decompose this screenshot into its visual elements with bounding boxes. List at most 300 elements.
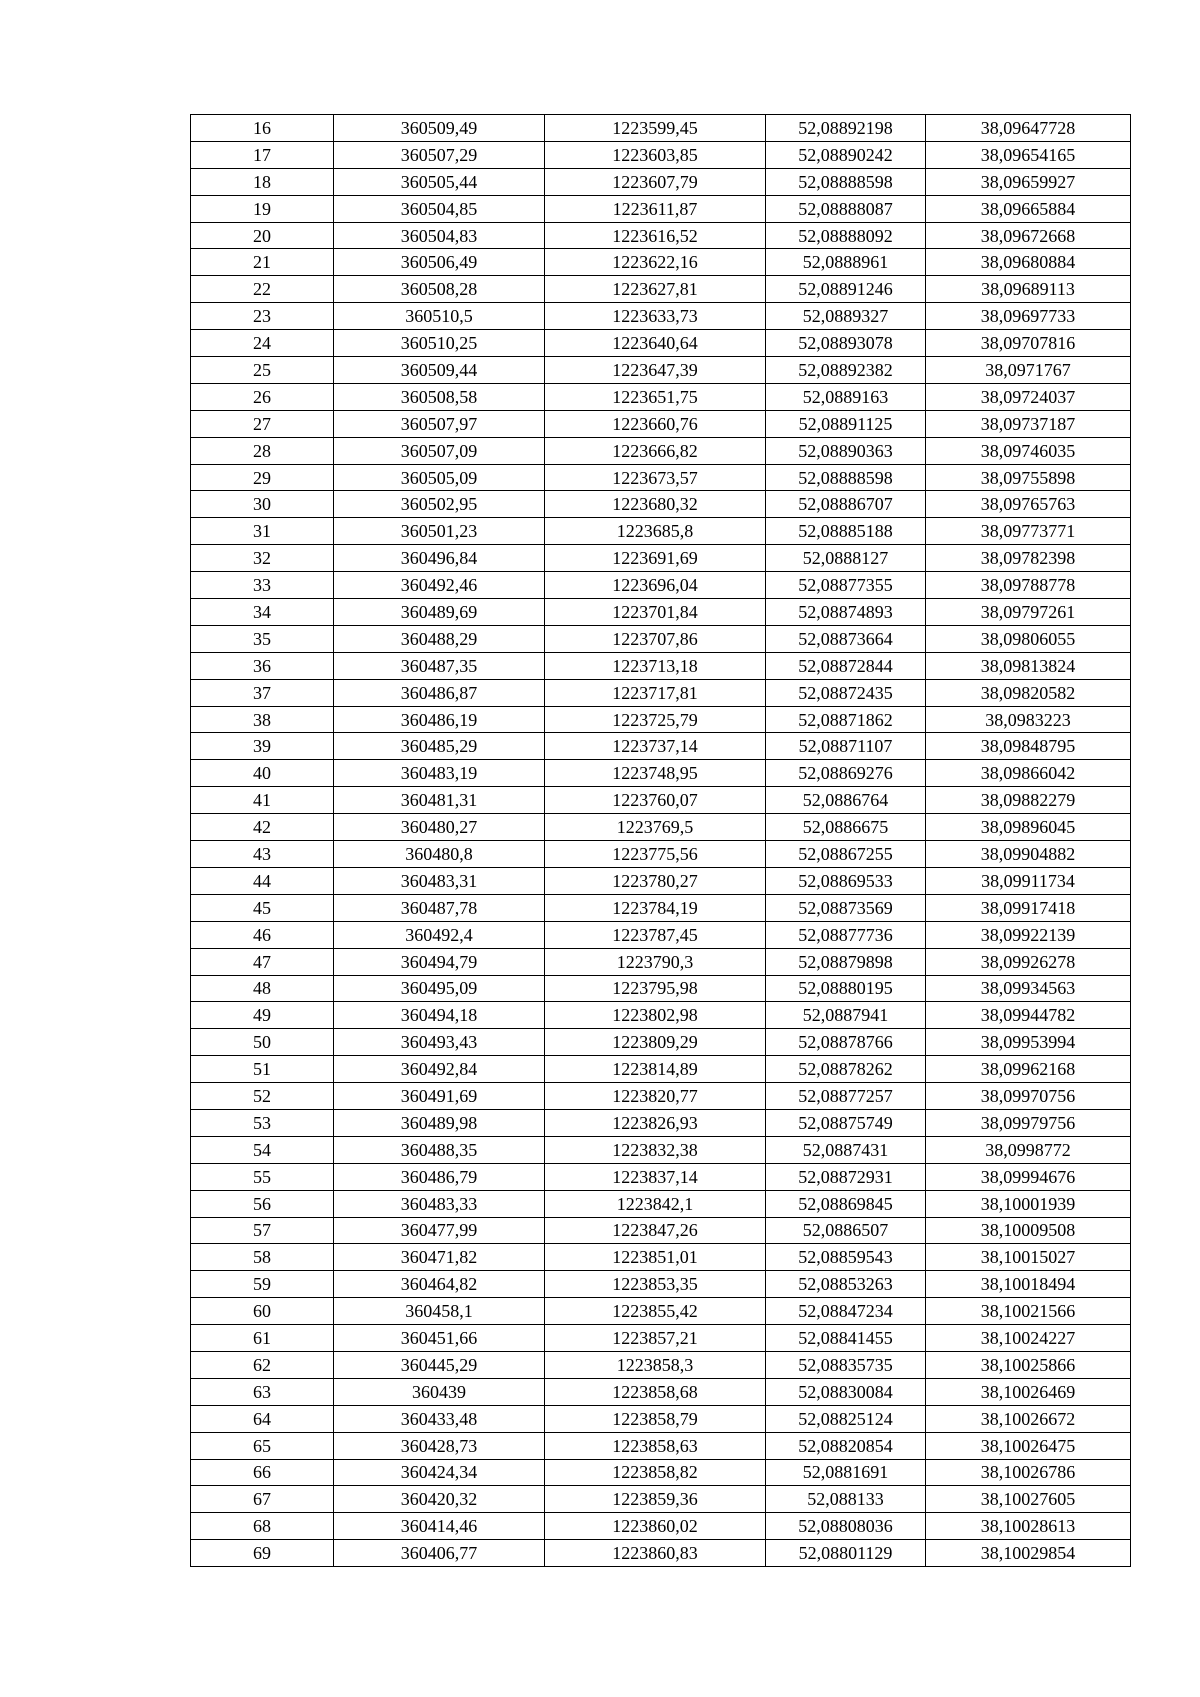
y-coordinate-cell: 1223860,83 — [545, 1540, 766, 1567]
x-coordinate-cell: 360445,29 — [334, 1351, 545, 1378]
table-row — [191, 1217, 1131, 1244]
longitude-cell: 38,10025866 — [926, 1351, 1131, 1378]
longitude-cell: 38,09654165 — [926, 141, 1131, 168]
x-coordinate-cell: 360414,46 — [334, 1513, 545, 1540]
table-row — [191, 975, 1131, 1002]
table-row — [191, 1513, 1131, 1540]
point-number-cell: 28 — [191, 437, 334, 464]
y-coordinate-cell: 1223858,3 — [545, 1351, 766, 1378]
point-number-cell: 63 — [191, 1378, 334, 1405]
point-number-cell: 51 — [191, 1056, 334, 1083]
longitude-cell: 38,09737187 — [926, 410, 1131, 437]
table-row — [191, 518, 1131, 545]
y-coordinate-cell: 1223832,38 — [545, 1136, 766, 1163]
y-coordinate-cell: 1223826,93 — [545, 1109, 766, 1136]
longitude-cell: 38,10015027 — [926, 1244, 1131, 1271]
x-coordinate-cell: 360492,4 — [334, 921, 545, 948]
latitude-cell: 52,08869533 — [766, 867, 926, 894]
point-number-cell: 46 — [191, 921, 334, 948]
table-row — [191, 383, 1131, 410]
x-coordinate-cell: 360508,58 — [334, 383, 545, 410]
longitude-cell: 38,10018494 — [926, 1271, 1131, 1298]
latitude-cell: 52,08872844 — [766, 652, 926, 679]
point-number-cell: 39 — [191, 733, 334, 760]
table-row — [191, 572, 1131, 599]
point-number-cell: 67 — [191, 1486, 334, 1513]
x-coordinate-cell: 360508,28 — [334, 276, 545, 303]
latitude-cell: 52,08877355 — [766, 572, 926, 599]
y-coordinate-cell: 1223737,14 — [545, 733, 766, 760]
point-number-cell: 53 — [191, 1109, 334, 1136]
longitude-cell: 38,09724037 — [926, 383, 1131, 410]
x-coordinate-cell: 360507,09 — [334, 437, 545, 464]
longitude-cell: 38,09647728 — [926, 115, 1131, 142]
point-number-cell: 69 — [191, 1540, 334, 1567]
point-number-cell: 38 — [191, 706, 334, 733]
table-row — [191, 679, 1131, 706]
table-row — [191, 1378, 1131, 1405]
longitude-cell: 38,09934563 — [926, 975, 1131, 1002]
x-coordinate-cell: 360451,66 — [334, 1325, 545, 1352]
point-number-cell: 55 — [191, 1163, 334, 1190]
longitude-cell: 38,10027605 — [926, 1486, 1131, 1513]
point-number-cell: 22 — [191, 276, 334, 303]
table-row — [191, 706, 1131, 733]
point-number-cell: 24 — [191, 330, 334, 357]
longitude-cell: 38,09659927 — [926, 168, 1131, 195]
x-coordinate-cell: 360458,1 — [334, 1298, 545, 1325]
y-coordinate-cell: 1223640,64 — [545, 330, 766, 357]
longitude-cell: 38,0971767 — [926, 357, 1131, 384]
table-row — [191, 894, 1131, 921]
longitude-cell: 38,10026786 — [926, 1459, 1131, 1486]
x-coordinate-cell: 360487,35 — [334, 652, 545, 679]
longitude-cell: 38,09953994 — [926, 1029, 1131, 1056]
latitude-cell: 52,08888092 — [766, 222, 926, 249]
longitude-cell: 38,09970756 — [926, 1083, 1131, 1110]
table-row — [191, 491, 1131, 518]
table-row — [191, 841, 1131, 868]
point-number-cell: 58 — [191, 1244, 334, 1271]
point-number-cell: 34 — [191, 599, 334, 626]
point-number-cell: 52 — [191, 1083, 334, 1110]
point-number-cell: 25 — [191, 357, 334, 384]
latitude-cell: 52,08885188 — [766, 518, 926, 545]
table-row — [191, 195, 1131, 222]
x-coordinate-cell: 360424,34 — [334, 1459, 545, 1486]
table-row — [191, 249, 1131, 276]
table-row — [191, 948, 1131, 975]
longitude-cell: 38,09911734 — [926, 867, 1131, 894]
x-coordinate-cell: 360509,44 — [334, 357, 545, 384]
latitude-cell: 52,0886764 — [766, 787, 926, 814]
table-row — [191, 222, 1131, 249]
point-number-cell: 29 — [191, 464, 334, 491]
y-coordinate-cell: 1223809,29 — [545, 1029, 766, 1056]
point-number-cell: 47 — [191, 948, 334, 975]
point-number-cell: 65 — [191, 1432, 334, 1459]
y-coordinate-cell: 1223855,42 — [545, 1298, 766, 1325]
latitude-cell: 52,08875749 — [766, 1109, 926, 1136]
longitude-cell: 38,09689113 — [926, 276, 1131, 303]
x-coordinate-cell: 360485,29 — [334, 733, 545, 760]
longitude-cell: 38,09773771 — [926, 518, 1131, 545]
table-row — [191, 1298, 1131, 1325]
table-row — [191, 303, 1131, 330]
table-row — [191, 867, 1131, 894]
point-number-cell: 32 — [191, 545, 334, 572]
latitude-cell: 52,08835735 — [766, 1351, 926, 1378]
table-row — [191, 410, 1131, 437]
latitude-cell: 52,08890242 — [766, 141, 926, 168]
longitude-cell: 38,09904882 — [926, 841, 1131, 868]
longitude-cell: 38,09922139 — [926, 921, 1131, 948]
longitude-cell: 38,09672668 — [926, 222, 1131, 249]
y-coordinate-cell: 1223603,85 — [545, 141, 766, 168]
y-coordinate-cell: 1223802,98 — [545, 1002, 766, 1029]
y-coordinate-cell: 1223701,84 — [545, 599, 766, 626]
point-number-cell: 66 — [191, 1459, 334, 1486]
point-number-cell: 50 — [191, 1029, 334, 1056]
y-coordinate-cell: 1223660,76 — [545, 410, 766, 437]
latitude-cell: 52,0888961 — [766, 249, 926, 276]
latitude-cell: 52,0886507 — [766, 1217, 926, 1244]
x-coordinate-cell: 360489,69 — [334, 599, 545, 626]
point-number-cell: 43 — [191, 841, 334, 868]
y-coordinate-cell: 1223696,04 — [545, 572, 766, 599]
table-row — [191, 1486, 1131, 1513]
longitude-cell: 38,10024227 — [926, 1325, 1131, 1352]
point-number-cell: 20 — [191, 222, 334, 249]
y-coordinate-cell: 1223775,56 — [545, 841, 766, 868]
latitude-cell: 52,08871107 — [766, 733, 926, 760]
y-coordinate-cell: 1223616,52 — [545, 222, 766, 249]
y-coordinate-cell: 1223673,57 — [545, 464, 766, 491]
y-coordinate-cell: 1223790,3 — [545, 948, 766, 975]
latitude-cell: 52,0889327 — [766, 303, 926, 330]
table-row — [191, 814, 1131, 841]
y-coordinate-cell: 1223622,16 — [545, 249, 766, 276]
x-coordinate-cell: 360486,87 — [334, 679, 545, 706]
y-coordinate-cell: 1223691,69 — [545, 545, 766, 572]
longitude-cell: 38,09848795 — [926, 733, 1131, 760]
y-coordinate-cell: 1223685,8 — [545, 518, 766, 545]
y-coordinate-cell: 1223795,98 — [545, 975, 766, 1002]
latitude-cell: 52,08873569 — [766, 894, 926, 921]
point-number-cell: 61 — [191, 1325, 334, 1352]
x-coordinate-cell: 360486,79 — [334, 1163, 545, 1190]
y-coordinate-cell: 1223680,32 — [545, 491, 766, 518]
y-coordinate-cell: 1223611,87 — [545, 195, 766, 222]
y-coordinate-cell: 1223814,89 — [545, 1056, 766, 1083]
latitude-cell: 52,08867255 — [766, 841, 926, 868]
table-row — [191, 115, 1131, 142]
x-coordinate-cell: 360483,33 — [334, 1190, 545, 1217]
longitude-cell: 38,10029854 — [926, 1540, 1131, 1567]
y-coordinate-cell: 1223647,39 — [545, 357, 766, 384]
point-number-cell: 41 — [191, 787, 334, 814]
x-coordinate-cell: 360428,73 — [334, 1432, 545, 1459]
longitude-cell: 38,10026469 — [926, 1378, 1131, 1405]
y-coordinate-cell: 1223847,26 — [545, 1217, 766, 1244]
y-coordinate-cell: 1223857,21 — [545, 1325, 766, 1352]
longitude-cell: 38,09806055 — [926, 625, 1131, 652]
y-coordinate-cell: 1223666,82 — [545, 437, 766, 464]
longitude-cell: 38,09979756 — [926, 1109, 1131, 1136]
latitude-cell: 52,08873664 — [766, 625, 926, 652]
longitude-cell: 38,09680884 — [926, 249, 1131, 276]
latitude-cell: 52,08871862 — [766, 706, 926, 733]
y-coordinate-cell: 1223853,35 — [545, 1271, 766, 1298]
table-row — [191, 1083, 1131, 1110]
x-coordinate-cell: 360510,5 — [334, 303, 545, 330]
y-coordinate-cell: 1223784,19 — [545, 894, 766, 921]
y-coordinate-cell: 1223760,07 — [545, 787, 766, 814]
longitude-cell: 38,09788778 — [926, 572, 1131, 599]
table-row — [191, 1056, 1131, 1083]
point-number-cell: 26 — [191, 383, 334, 410]
table-row — [191, 357, 1131, 384]
longitude-cell: 38,10021566 — [926, 1298, 1131, 1325]
y-coordinate-cell: 1223787,45 — [545, 921, 766, 948]
latitude-cell: 52,08872931 — [766, 1163, 926, 1190]
latitude-cell: 52,08877257 — [766, 1083, 926, 1110]
x-coordinate-cell: 360491,69 — [334, 1083, 545, 1110]
longitude-cell: 38,10001939 — [926, 1190, 1131, 1217]
y-coordinate-cell: 1223837,14 — [545, 1163, 766, 1190]
latitude-cell: 52,0887431 — [766, 1136, 926, 1163]
latitude-cell: 52,08888087 — [766, 195, 926, 222]
x-coordinate-cell: 360496,84 — [334, 545, 545, 572]
x-coordinate-cell: 360486,19 — [334, 706, 545, 733]
point-number-cell: 56 — [191, 1190, 334, 1217]
longitude-cell: 38,10028613 — [926, 1513, 1131, 1540]
latitude-cell: 52,08892198 — [766, 115, 926, 142]
point-number-cell: 31 — [191, 518, 334, 545]
point-number-cell: 30 — [191, 491, 334, 518]
y-coordinate-cell: 1223842,1 — [545, 1190, 766, 1217]
latitude-cell: 52,08891125 — [766, 410, 926, 437]
y-coordinate-cell: 1223651,75 — [545, 383, 766, 410]
latitude-cell: 52,08801129 — [766, 1540, 926, 1567]
point-number-cell: 48 — [191, 975, 334, 1002]
longitude-cell: 38,09813824 — [926, 652, 1131, 679]
x-coordinate-cell: 360494,79 — [334, 948, 545, 975]
point-number-cell: 49 — [191, 1002, 334, 1029]
table-row — [191, 1136, 1131, 1163]
x-coordinate-cell: 360507,97 — [334, 410, 545, 437]
point-number-cell: 23 — [191, 303, 334, 330]
table-row — [191, 625, 1131, 652]
x-coordinate-cell: 360433,48 — [334, 1405, 545, 1432]
latitude-cell: 52,08878262 — [766, 1056, 926, 1083]
latitude-cell: 52,0889163 — [766, 383, 926, 410]
table-row — [191, 1002, 1131, 1029]
longitude-cell: 38,09707816 — [926, 330, 1131, 357]
x-coordinate-cell: 360483,31 — [334, 867, 545, 894]
longitude-cell: 38,09797261 — [926, 599, 1131, 626]
longitude-cell: 38,09782398 — [926, 545, 1131, 572]
x-coordinate-cell: 360406,77 — [334, 1540, 545, 1567]
y-coordinate-cell: 1223859,36 — [545, 1486, 766, 1513]
x-coordinate-cell: 360492,84 — [334, 1056, 545, 1083]
longitude-cell: 38,09665884 — [926, 195, 1131, 222]
y-coordinate-cell: 1223717,81 — [545, 679, 766, 706]
point-number-cell: 54 — [191, 1136, 334, 1163]
table-row — [191, 276, 1131, 303]
point-number-cell: 42 — [191, 814, 334, 841]
latitude-cell: 52,08886707 — [766, 491, 926, 518]
y-coordinate-cell: 1223707,86 — [545, 625, 766, 652]
coordinates-table — [190, 114, 1131, 1567]
point-number-cell: 59 — [191, 1271, 334, 1298]
x-coordinate-cell: 360505,09 — [334, 464, 545, 491]
y-coordinate-cell: 1223633,73 — [545, 303, 766, 330]
longitude-cell: 38,09896045 — [926, 814, 1131, 841]
point-number-cell: 60 — [191, 1298, 334, 1325]
latitude-cell: 52,08830084 — [766, 1378, 926, 1405]
y-coordinate-cell: 1223858,63 — [545, 1432, 766, 1459]
y-coordinate-cell: 1223713,18 — [545, 652, 766, 679]
longitude-cell: 38,09962168 — [926, 1056, 1131, 1083]
latitude-cell: 52,0888127 — [766, 545, 926, 572]
table-row — [191, 733, 1131, 760]
x-coordinate-cell: 360480,27 — [334, 814, 545, 841]
table-row — [191, 787, 1131, 814]
latitude-cell: 52,0886675 — [766, 814, 926, 841]
y-coordinate-cell: 1223725,79 — [545, 706, 766, 733]
table-row — [191, 1271, 1131, 1298]
longitude-cell: 38,09866042 — [926, 760, 1131, 787]
table-row — [191, 545, 1131, 572]
point-number-cell: 37 — [191, 679, 334, 706]
table-row — [191, 1405, 1131, 1432]
x-coordinate-cell: 360506,49 — [334, 249, 545, 276]
point-number-cell: 21 — [191, 249, 334, 276]
x-coordinate-cell: 360502,95 — [334, 491, 545, 518]
longitude-cell: 38,09820582 — [926, 679, 1131, 706]
latitude-cell: 52,08891246 — [766, 276, 926, 303]
x-coordinate-cell: 360493,43 — [334, 1029, 545, 1056]
point-number-cell: 40 — [191, 760, 334, 787]
point-number-cell: 16 — [191, 115, 334, 142]
x-coordinate-cell: 360489,98 — [334, 1109, 545, 1136]
latitude-cell: 52,08869845 — [766, 1190, 926, 1217]
x-coordinate-cell: 360480,8 — [334, 841, 545, 868]
table-row — [191, 760, 1131, 787]
y-coordinate-cell: 1223858,79 — [545, 1405, 766, 1432]
latitude-cell: 52,08841455 — [766, 1325, 926, 1352]
x-coordinate-cell: 360501,23 — [334, 518, 545, 545]
latitude-cell: 52,08872435 — [766, 679, 926, 706]
table-row — [191, 330, 1131, 357]
latitude-cell: 52,08820854 — [766, 1432, 926, 1459]
x-coordinate-cell: 360487,78 — [334, 894, 545, 921]
latitude-cell: 52,088133 — [766, 1486, 926, 1513]
table-row — [191, 1244, 1131, 1271]
latitude-cell: 52,08825124 — [766, 1405, 926, 1432]
x-coordinate-cell: 360505,44 — [334, 168, 545, 195]
table-row — [191, 1432, 1131, 1459]
point-number-cell: 19 — [191, 195, 334, 222]
x-coordinate-cell: 360510,25 — [334, 330, 545, 357]
latitude-cell: 52,08892382 — [766, 357, 926, 384]
y-coordinate-cell: 1223858,68 — [545, 1378, 766, 1405]
longitude-cell: 38,09917418 — [926, 894, 1131, 921]
table-row — [191, 652, 1131, 679]
x-coordinate-cell: 360492,46 — [334, 572, 545, 599]
point-number-cell: 62 — [191, 1351, 334, 1378]
x-coordinate-cell: 360509,49 — [334, 115, 545, 142]
x-coordinate-cell: 360483,19 — [334, 760, 545, 787]
table-row — [191, 437, 1131, 464]
point-number-cell: 27 — [191, 410, 334, 437]
table-row — [191, 1351, 1131, 1378]
latitude-cell: 52,08847234 — [766, 1298, 926, 1325]
point-number-cell: 68 — [191, 1513, 334, 1540]
table-row — [191, 1190, 1131, 1217]
point-number-cell: 17 — [191, 141, 334, 168]
table-row — [191, 1109, 1131, 1136]
x-coordinate-cell: 360488,29 — [334, 625, 545, 652]
longitude-cell: 38,0983223 — [926, 706, 1131, 733]
latitude-cell: 52,08853263 — [766, 1271, 926, 1298]
latitude-cell: 52,0887941 — [766, 1002, 926, 1029]
x-coordinate-cell: 360507,29 — [334, 141, 545, 168]
latitude-cell: 52,08859543 — [766, 1244, 926, 1271]
x-coordinate-cell: 360494,18 — [334, 1002, 545, 1029]
table-row — [191, 464, 1131, 491]
longitude-cell: 38,09746035 — [926, 437, 1131, 464]
table-row — [191, 1459, 1131, 1486]
table-row — [191, 599, 1131, 626]
table-row — [191, 141, 1131, 168]
latitude-cell: 52,08890363 — [766, 437, 926, 464]
x-coordinate-cell: 360477,99 — [334, 1217, 545, 1244]
longitude-cell: 38,10009508 — [926, 1217, 1131, 1244]
point-number-cell: 18 — [191, 168, 334, 195]
latitude-cell: 52,08877736 — [766, 921, 926, 948]
y-coordinate-cell: 1223607,79 — [545, 168, 766, 195]
y-coordinate-cell: 1223627,81 — [545, 276, 766, 303]
longitude-cell: 38,10026672 — [926, 1405, 1131, 1432]
point-number-cell: 64 — [191, 1405, 334, 1432]
y-coordinate-cell: 1223860,02 — [545, 1513, 766, 1540]
latitude-cell: 52,08888598 — [766, 464, 926, 491]
point-number-cell: 36 — [191, 652, 334, 679]
longitude-cell: 38,10026475 — [926, 1432, 1131, 1459]
y-coordinate-cell: 1223858,82 — [545, 1459, 766, 1486]
longitude-cell: 38,0998772 — [926, 1136, 1131, 1163]
point-number-cell: 35 — [191, 625, 334, 652]
longitude-cell: 38,09755898 — [926, 464, 1131, 491]
longitude-cell: 38,09882279 — [926, 787, 1131, 814]
table-row — [191, 1029, 1131, 1056]
x-coordinate-cell: 360420,32 — [334, 1486, 545, 1513]
y-coordinate-cell: 1223820,77 — [545, 1083, 766, 1110]
y-coordinate-cell: 1223599,45 — [545, 115, 766, 142]
y-coordinate-cell: 1223851,01 — [545, 1244, 766, 1271]
x-coordinate-cell: 360504,85 — [334, 195, 545, 222]
x-coordinate-cell: 360504,83 — [334, 222, 545, 249]
latitude-cell: 52,08888598 — [766, 168, 926, 195]
coordinates-table-body — [191, 115, 1131, 1567]
table-row — [191, 1163, 1131, 1190]
x-coordinate-cell: 360471,82 — [334, 1244, 545, 1271]
longitude-cell: 38,09944782 — [926, 1002, 1131, 1029]
longitude-cell: 38,09697733 — [926, 303, 1131, 330]
longitude-cell: 38,09994676 — [926, 1163, 1131, 1190]
